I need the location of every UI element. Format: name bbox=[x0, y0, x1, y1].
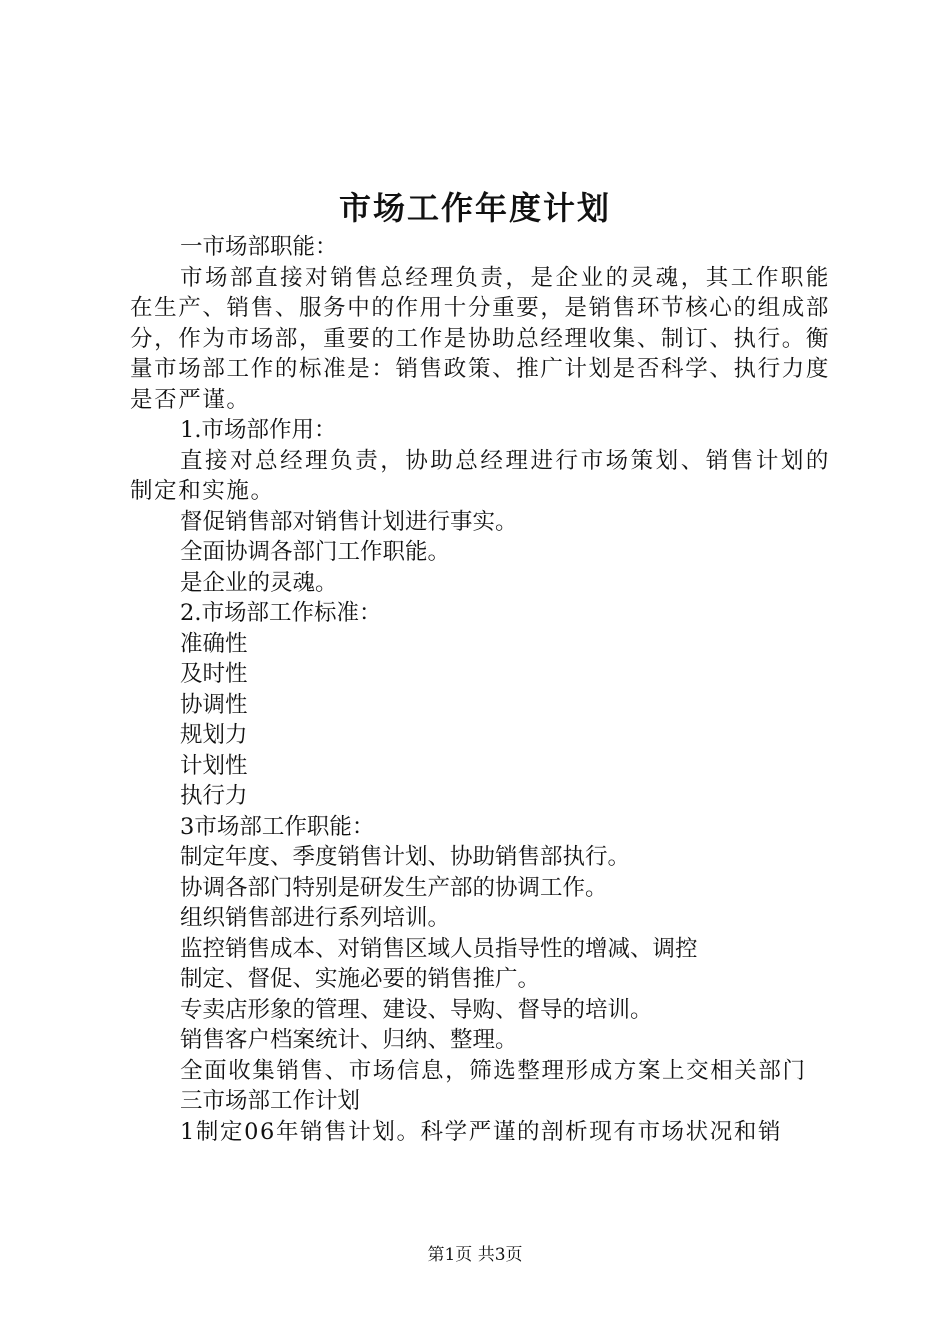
list-item: 全面收集销售、市场信息，筛选整理形成方案上交相关部门 bbox=[180, 1057, 807, 1084]
list-item: 规划力 bbox=[180, 722, 248, 748]
section-heading-functions: 一市场部职能： bbox=[180, 234, 338, 260]
list-item: 准确性 bbox=[180, 630, 248, 657]
list-item: 监控销售成本、对销售区域人员指导性的增减、调控 bbox=[180, 935, 698, 962]
document-body bbox=[130, 232, 830, 1147]
list-item: 制定、督促、实施必要的销售推广。 bbox=[180, 966, 541, 992]
list-item: 销售客户档案统计、归纳、整理。 bbox=[180, 1027, 518, 1053]
page-footer: 第1页 共3页 bbox=[427, 1245, 523, 1265]
paragraph-plan-1: 1制定06年销售计划。科学严谨的剖析现有市场状况和销 bbox=[180, 1118, 783, 1145]
paragraph-functions-intro: 市场部直接对销售总经理负责，是企业的灵魂，其工作职能在生产、销售、服务中的作用十分重要，是销售环节核心的组成部分，作为市场部，重要的工作是协助总经理收集、制订、执行。衡量市场部工作的标准是：销售政策、推广计划是否科学、执行力度是否严谨。 bbox=[130, 264, 830, 413]
subheading-standards: 2.市场部工作标准： bbox=[180, 600, 382, 626]
list-item: 专卖店形象的管理、建设、导购、督导的培训。 bbox=[180, 996, 653, 1023]
list-item: 督促销售部对销售计划进行事实。 bbox=[180, 508, 518, 535]
list-item: 协调各部门特别是研发生产部的协调工作。 bbox=[180, 874, 608, 901]
list-item: 全面协调各部门工作职能。 bbox=[180, 539, 451, 565]
list-item: 及时性 bbox=[180, 661, 248, 687]
subheading-duties: 3市场部工作职能： bbox=[180, 813, 375, 840]
subheading-role: 1.市场部作用： bbox=[180, 417, 337, 443]
list-item: 协调性 bbox=[180, 691, 248, 718]
list-item: 制定年度、季度销售计划、协助销售部执行。 bbox=[180, 844, 631, 870]
section-heading-plan: 三市场部工作计划 bbox=[180, 1088, 361, 1114]
list-item: 是企业的灵魂。 bbox=[180, 569, 338, 596]
list-item: 执行力 bbox=[180, 783, 248, 809]
list-item: 组织销售部进行系列培训。 bbox=[180, 905, 451, 931]
document-title: 市场工作年度计划 bbox=[338, 189, 611, 227]
paragraph-role-detail: 直接对总经理负责，协助总经理进行市场策划、销售计划的制定和实施。 bbox=[130, 447, 830, 504]
list-item: 计划性 bbox=[180, 752, 248, 779]
